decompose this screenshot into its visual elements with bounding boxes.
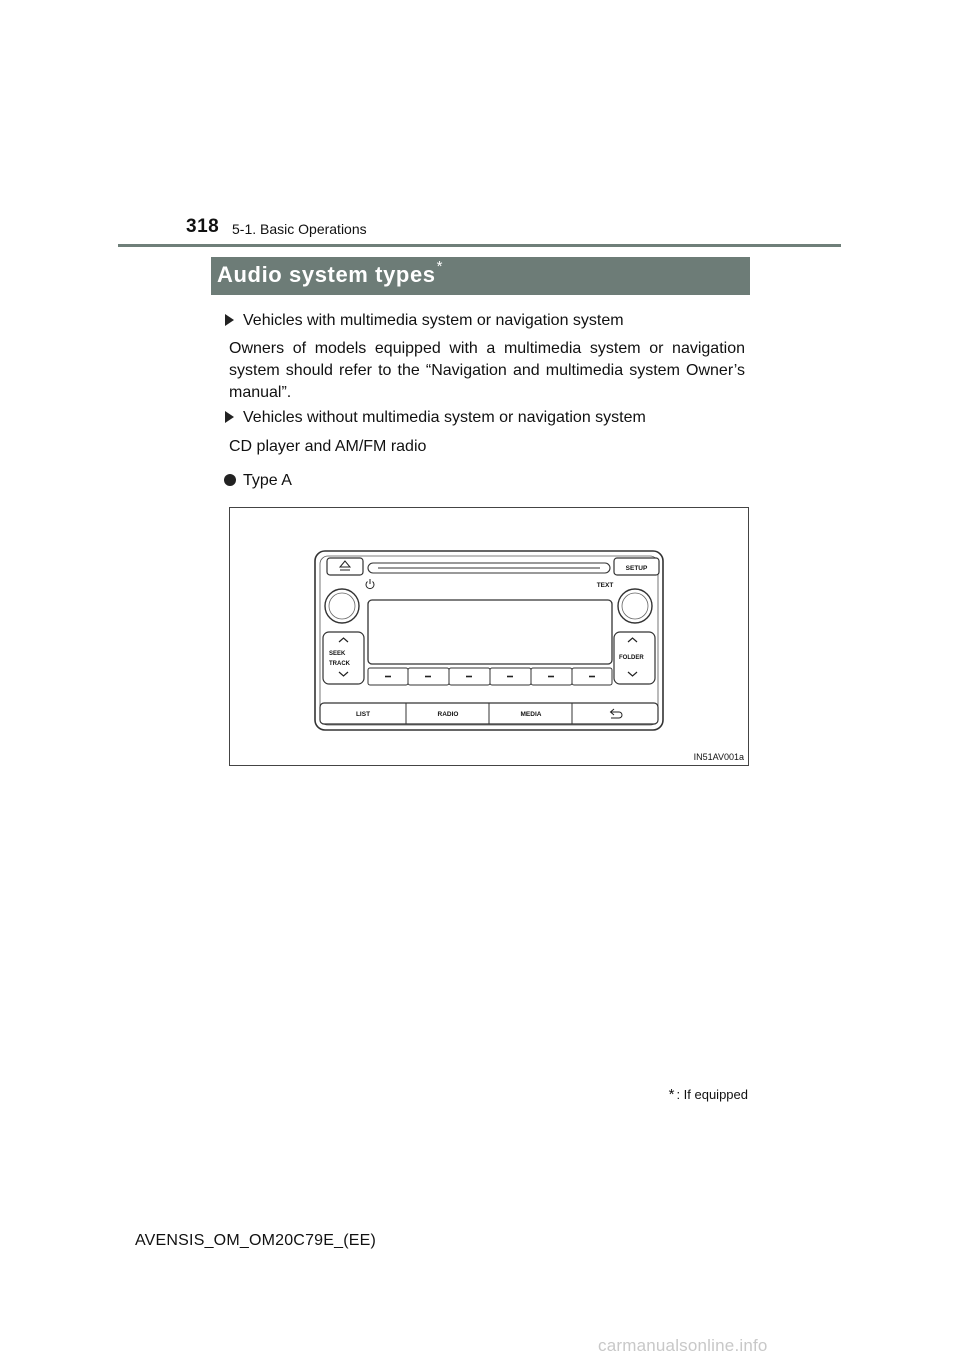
preset-buttons (368, 668, 612, 685)
list-label: LIST (355, 711, 371, 718)
setup-label: SETUP (625, 565, 648, 572)
figure-id: IN51AV001a (693, 752, 744, 762)
seek-label: SEEK (329, 651, 346, 657)
media-label: MEDIA (520, 711, 542, 718)
tune-knob (618, 589, 652, 623)
track-label: TRACK (329, 661, 350, 667)
title-text: Audio system types (217, 262, 436, 287)
item-1-heading-text: Vehicles with multimedia system or navigation system (243, 312, 624, 329)
section-heading: 5-1. Basic Operations (232, 221, 367, 237)
round-bullet-icon (224, 474, 236, 486)
title-bar (211, 257, 750, 295)
footnote (669, 1086, 748, 1103)
radio-label: RADIO (437, 711, 459, 718)
type-a-bullet (224, 472, 292, 490)
footnote-text: : If equipped (676, 1087, 748, 1102)
text-label: TEXT (596, 582, 614, 589)
page-number: 318 (186, 216, 220, 237)
item-2-text: CD player and AM/FM radio (229, 438, 427, 455)
watermark: carmanualsonline.info (598, 1336, 768, 1355)
header-rule (118, 244, 841, 247)
display-screen (368, 600, 612, 664)
footer-doc-code: AVENSIS_OM_OM20C79E_(EE) (135, 1232, 377, 1249)
folder-label: FOLDER (619, 655, 644, 661)
item-2-heading (225, 409, 646, 427)
audio-unit-figure (229, 507, 749, 766)
page-title (217, 258, 444, 288)
item-2-heading-text: Vehicles without multimedia system or navigation system (243, 409, 646, 426)
triangle-bullet-icon (225, 411, 234, 423)
asterisk-icon: * (668, 1086, 675, 1103)
if-equipped-marker: * (436, 258, 444, 275)
item-1-heading (225, 312, 624, 330)
audio-unit-illustration (230, 508, 748, 765)
triangle-bullet-icon (225, 314, 234, 326)
item-1-text: Owners of models equipped with a multimedia system or navigation system should refer to the “Navigation and multimedia system Owner’s manual”. (229, 340, 745, 401)
type-a-label: Type A (243, 472, 292, 489)
volume-knob (325, 589, 359, 623)
